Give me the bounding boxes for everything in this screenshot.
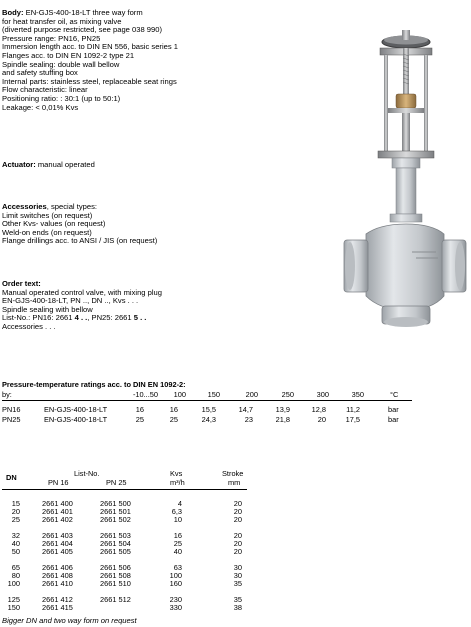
pn25-list-no-cell: 2661 501 [100,507,131,516]
dn-header: DN [6,473,17,482]
pn25-list-no-cell: 2661 510 [100,579,131,588]
pn25-list-no-cell: 2661 500 [100,499,131,508]
stroke-cell: 20 [233,499,242,508]
body-text: EN-GJS-400-18-LT three way form [23,8,143,17]
pt-temp-unit: °C [390,390,399,399]
order-line: Manual operated control valve, with mixing plug [2,287,162,297]
pn16-list-no-cell: 2661 405 [42,547,73,556]
accessories-label-tail: , special types: [46,202,97,211]
pn25-list-no-cell: 2661 506 [100,563,131,572]
pt-cell: 25 [169,415,178,424]
dn-cell: 32 [11,531,20,540]
pn16-list-no-cell: 2661 408 [42,571,73,580]
stroke-unit-header: mm [228,478,241,487]
kvs-cell: 160 [169,579,182,588]
body-line: Positioning ratio: : 30:1 (up to 50:1) [2,93,121,103]
pn25-list-no-cell: 2661 502 [100,515,131,524]
pt-by-label: by: [2,390,12,399]
order-line: EN-GJS-400-18-LT, PN .., DN .., Kvs . . . [2,296,139,306]
pt-cell: 21,8 [275,415,290,424]
stroke-cell: 35 [233,579,242,588]
dn-cell: 25 [11,515,20,524]
pt-temp-header: -10...50 [132,390,158,399]
pn16-list-no-cell: 2661 404 [42,539,73,548]
accessory-line: Limit switches (on request) [2,210,93,220]
order-label: Order text: [2,279,41,288]
pt-cell: 25 [135,415,144,424]
pn25-list-no-cell: 2661 503 [100,531,131,540]
pn16-header: PN 16 [48,478,69,487]
pt-cell: 24,3 [201,415,216,424]
order-pn16-code: 4 . . [74,313,88,323]
footer-note: Bigger DN and two way form on request [2,616,137,625]
pt-row-material: EN-GJS-400-18-LT [44,405,108,414]
order-text-block [2,280,162,332]
stroke-cell: 20 [233,507,242,516]
body-line: Flanges acc. to DIN EN 1092-2 type 21 [2,50,135,60]
body-line: for heat transfer oil, as mixing valve [2,16,122,26]
dn-header-rule [2,489,247,490]
dn-cell: 65 [11,563,20,572]
pt-cell: 11,2 [346,405,360,414]
pn16-list-no-cell: 2661 406 [42,563,73,572]
pt-cell: 16 [169,405,178,414]
kvs-cell: 10 [173,515,182,524]
kvs-cell: 4 [177,499,182,508]
stroke-cell: 20 [233,539,242,548]
list-no-header: List-No. [74,469,100,478]
pn16-list-no-cell: 2661 410 [42,579,73,588]
kvs-cell: 230 [169,595,182,604]
order-pn25-code: 5 . . [133,313,147,323]
accessory-line: Weld-on ends (on request) [2,227,92,237]
pt-cell: 15,5 [201,405,216,414]
accessory-line: Flange drillings acc. to ANSI / JIS (on request) [2,236,158,246]
dn-cell: 80 [11,571,20,580]
pt-temp-header: 200 [245,390,258,399]
kvs-cell: 25 [173,539,182,548]
kvs-cell: 330 [169,603,182,612]
dn-cell: 50 [11,547,20,556]
pn16-list-no-cell: 2661 412 [42,595,73,604]
pt-row-unit: bar [388,405,399,414]
pn25-list-no-cell: 2661 508 [100,571,131,580]
body-line: (diverted purpose restricted, see page 038 990) [2,25,162,35]
body-line: Internal parts: stainless steel, replaceable seat rings [2,76,177,86]
pt-cell: 20 [317,415,326,424]
body-line: Leakage: < 0,01% Kvs [2,102,79,112]
kvs-cell: 63 [173,563,182,572]
kvs-cell: 6,3 [171,507,182,516]
dn-cell: 125 [7,595,20,604]
body-line: Pressure range: PN16, PN25 [2,33,101,43]
pn16-list-no-cell: 2661 403 [42,531,73,540]
pt-row-pn: PN25 [2,415,21,424]
pt-header-rule [2,400,412,401]
kvs-cell: 40 [173,547,182,556]
pt-row-material: EN-GJS-400-18-LT [44,415,108,424]
pt-row-unit: bar [388,415,399,424]
body-label: Body: [2,8,24,17]
pt-cell: 23 [244,415,253,424]
pn25-header: PN 25 [106,478,127,487]
pn16-list-no-cell: 2661 402 [42,515,73,524]
pt-temp-header: 100 [173,390,186,399]
dn-cell: 150 [7,603,20,612]
body-line: and safety stuffing box [2,68,78,78]
pt-temp-header: 150 [207,390,220,399]
kvs-cell: 100 [169,571,182,580]
stroke-cell: 30 [233,571,242,580]
pt-cell: 12,8 [311,405,326,414]
stroke-cell: 35 [233,595,242,604]
actuator-block [2,161,95,170]
pn16-list-no-cell: 2661 400 [42,499,73,508]
dn-cell: 100 [7,579,20,588]
kvs-unit-header: m³/h [170,478,185,487]
stroke-cell: 38 [233,603,242,612]
pt-cell: 13,9 [275,405,290,414]
order-list-no-line: List-No.: PN16: 2661 4 . ., PN25: 2661 5 . . [2,313,147,323]
body-spec-block [2,9,178,112]
accessories-block [2,203,157,246]
stroke-cell: 20 [233,515,242,524]
dn-cell: 15 [11,499,20,508]
stroke-cell: 20 [233,547,242,556]
pt-cell: 14,7 [238,405,253,414]
pt-cell: 17,5 [345,415,360,424]
pn25-list-no-cell: 2661 505 [100,547,131,556]
order-line: Spindle sealing with bellow [2,304,93,314]
body-line: Flow characteristic: linear [2,85,88,95]
body-line: Spindle sealing: double wall bellow [2,59,120,69]
body-line: Immersion length acc. to DIN EN 556, basic series 1 [2,42,178,52]
pt-temp-header: 250 [281,390,294,399]
pt-temp-header: 300 [316,390,329,399]
pn16-list-no-cell: 2661 401 [42,507,73,516]
actuator-text: manual operated [35,160,95,169]
pn25-list-no-cell: 2661 512 [100,595,131,604]
pt-table-title: Pressure-temperature ratings acc. to DIN EN 1092-2: [2,380,186,389]
stroke-cell: 20 [233,531,242,540]
kvs-header: Kvs [170,469,183,478]
pt-temp-header: 350 [351,390,364,399]
pt-row-pn: PN16 [2,405,21,414]
order-accessories-line: Accessories . . . [2,321,56,331]
pn25-list-no-cell: 2661 504 [100,539,131,548]
accessories-label: Accessories [2,202,47,211]
dn-cell: 40 [11,539,20,548]
accessory-line: Other Kvs- values (on request) [2,219,106,229]
control-valve-image [340,28,468,330]
kvs-cell: 16 [173,531,182,540]
stroke-header: Stroke [222,469,244,478]
pt-cell: 16 [135,405,144,414]
stroke-cell: 30 [233,563,242,572]
actuator-label: Actuator: [2,160,36,169]
pn16-list-no-cell: 2661 415 [42,603,73,612]
dn-cell: 20 [11,507,20,516]
